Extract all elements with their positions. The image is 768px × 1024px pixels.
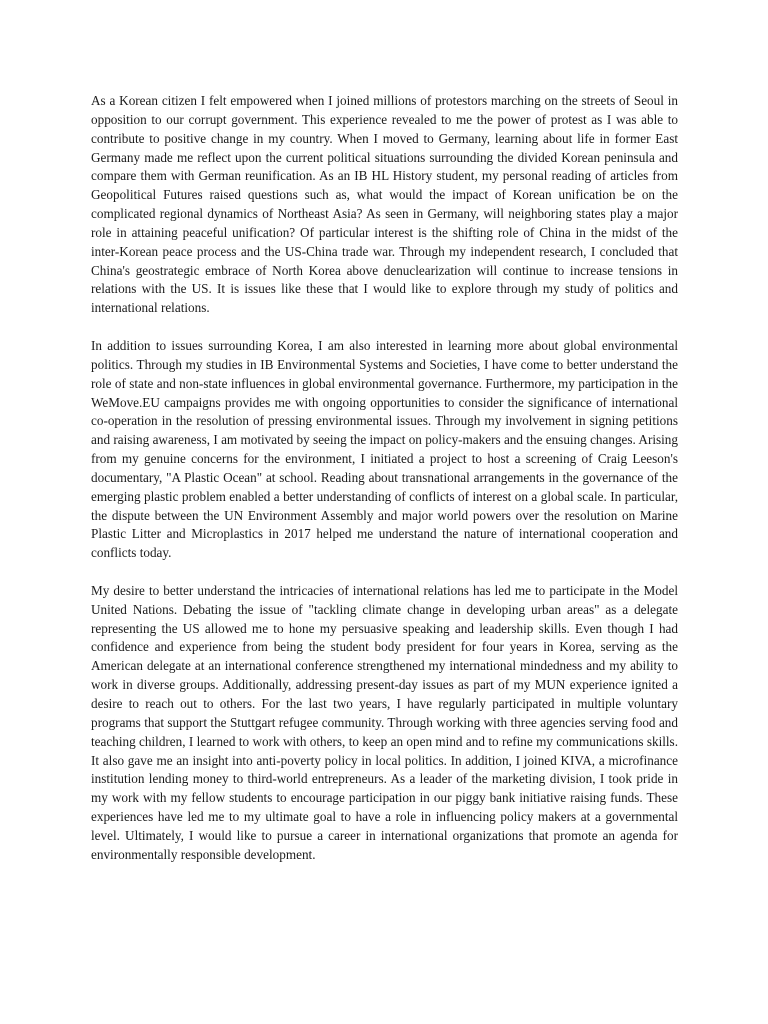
paragraph-international-relations: My desire to better understand the intricacies of international relations has led me to participate in the Model United Nations. Debating the issue of "tackling climate change in developing urban areas" as a delegate representing the US allowed me to hone my persuasive speaking and leadership skills. Even though I had confidence and experience from being the student body president for four years in Korea, serving as the American delegate at an international conference strengthened my international mindedness and my ability to work in diverse groups. Additionally, addressing present-day issues as part of my MUN experience ignited a desire to reach out to others. For the last two years, I have regularly participated in multiple voluntary programs that support the Stuttgart refugee community. Through working with three agencies serving food and teaching children, I learned to work with others, to keep an open mind and to refine my communications skills. It also gave me an insight into anti-poverty policy in local politics. In addition, I joined KIVA, a microfinance institution lending money to third-world entrepreneurs. As a leader of the marketing division, I took pride in my work with my fellow students to encourage participation in our piggy bank initiative raising funds. These experiences have led me to my ultimate goal to have a role in influencing policy makers at a governmental level. Ultimately, I would like to pursue a career in international organizations that promote an agenda for environmentally responsible development.: [91, 582, 678, 862]
paragraph-environmental-politics: In addition to issues surrounding Korea, I am also interested in learning more about global environmental politics. Through my studies in IB Environmental Systems and Societies, I have come to better understand the role of state and non-state influences in global environmental governance. Furthermore, my participation in the WeMove.EU campaigns provides me with ongoing opportunities to consider the significance of international co-operation in the resolution of pressing environmental issues. Through my involvement in signing petitions and raising awareness, I am motivated by seeing the impact on policy-makers and the ensuing changes. Arising from my genuine concerns for the environment, I initiated a project to host a screening of Craig Leeson's documentary, "A Plastic Ocean" at school. Reading about transnational arrangements in the governance of the emerging plastic problem enabled a better understanding of conflicts of interest on a global scale. In particular, the dispute between the UN Environment Assembly and major world powers over the resolution on Marine Plastic Litter and Microplastics in 2017 helped me understand the nature of international cooperation and conflicts today.: [91, 337, 678, 561]
document-body: [91, 92, 678, 865]
paragraph-korea-politics: As a Korean citizen I felt empowered when I joined millions of protestors marching on the streets of Seoul in opposition to our corrupt government. This experience revealed to me the power of protest as I was able to contribute to positive change in my country. When I moved to Germany, learning about life in former East Germany made me reflect upon the current political situations surrounding the divided Korean peninsula and compare them with German reunification. As an IB HL History student, my personal reading of articles from Geopolitical Futures raised questions such as, what would the impact of Korean unification be on the complicated regional dynamics of Northeast Asia? As seen in Germany, will neighboring states play a major role in attaining peaceful unification? Of particular interest is the shifting role of China in the midst of the inter-Korean peace process and the US-China trade war. Through my independent research, I concluded that China's geostrategic embrace of North Korea above denuclearization will continue to increase tensions in relations with the US. It is issues like these that I would like to explore through my study of politics and international relations.: [91, 93, 678, 316]
